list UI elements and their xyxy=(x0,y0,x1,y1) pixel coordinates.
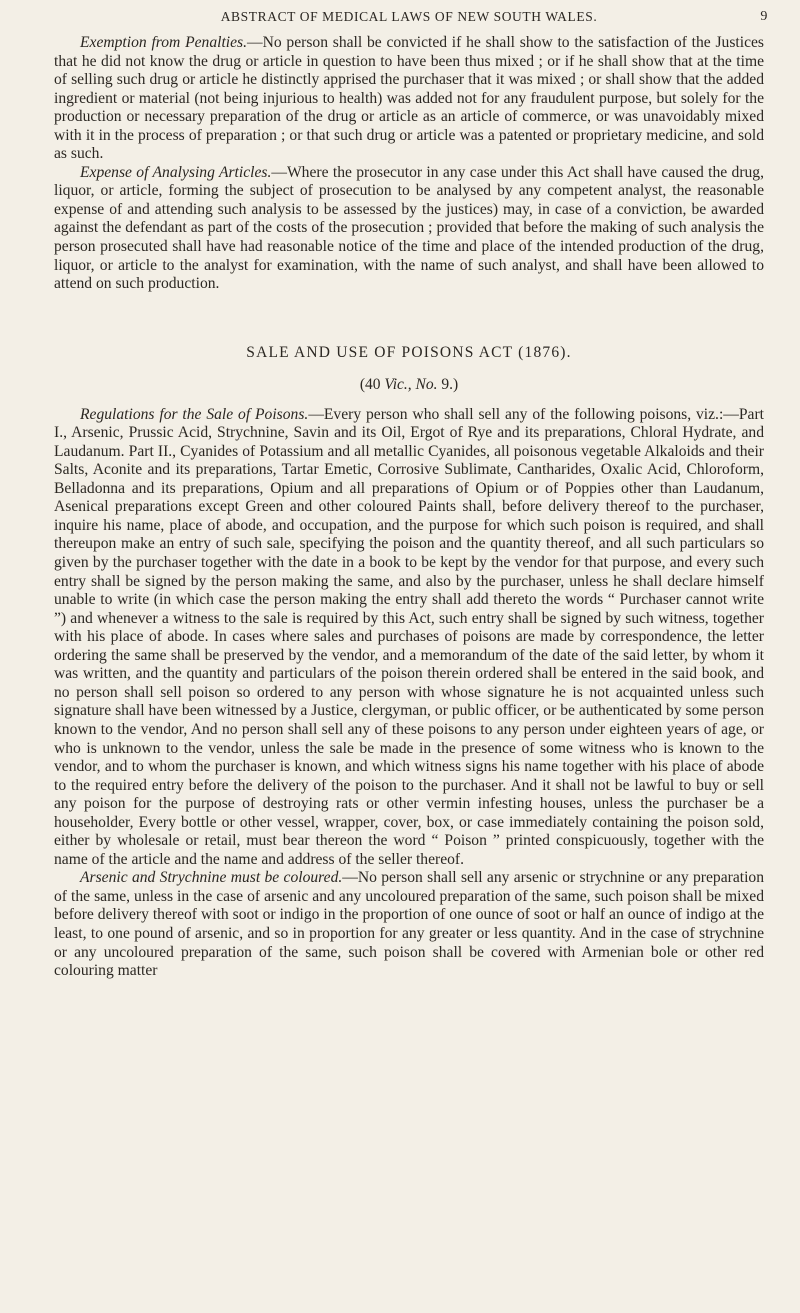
section-title: SALE AND USE OF POISONS ACT (1876). xyxy=(246,343,572,361)
document-page xyxy=(54,0,768,981)
section-ref-close: 9.) xyxy=(437,375,459,393)
paragraph-exemption-from-penalties xyxy=(54,34,764,164)
paragraph-body: —No person shall be convicted if he shall show to the satisfaction of the Justices that he did not know the drug or article in question to have been thus mixed ; or if he shall show that at the time of selling such drug or article he distinctly apprised the purchaser that it was mixed ; or shall show that the added ingredient or material (not being injurious to health) was added not for any fraudulent purpose, but solely for the production or necessary preparation of the drug or article as an article of commerce, or was unavoidably mixed with it in the process of preparation ; or that such drug or article was a patented or proprietary medicine, and sold as such. xyxy=(54,34,764,163)
paragraph-body: —Every person who shall sell any of the following poisons, viz.:—Part I., Arsenic, Prussic Acid, Strychnine, Savin and its Oil, Ergot of Rye and its preparations, Chloral Hydrate, and Laudanum. Part II., Cyanides of Potassium and all metallic Cyanides, all poisonous vegetable Alkaloids and their Salts, Aconite and its preparations, Tartar Emetic, Corrosive Sublimate, Cantharides, Oxalic Acid, Chloroform, Belladonna and its preparations, Opium and all preparations of Opium or of Poppies other than Laudanum, Asenical preparations except Green and other coloured Paints shall, before delivery thereof to the purchaser, inquire his name, place of abode, and occupation, and the purpose for which such poison is required, and shall thereupon make an entry of such sale, specifying the poison and the quantity thereof, and all such particulars so given by the purchaser together with the date in a book to be kept by the vendor for that purpose, and every such entry shall be signed by the person making the same, and also by the purchaser, unless he shall declare himself unable to write (in which case the person making the entry shall add thereto the words “ Purchaser cannot write ”) and whenever a witness to the sale is required by this Act, such entry shall be signed by such witness, together with his place of abode. In cases where sales and purchases of poisons are made by correspondence, the letter ordering the same shall be preserved by the vendor, and a memorandum of the date of the said letter, by whom it was written, and the quantity and particulars of the poison therein ordered shall be entered in the said book, and no person shall sell poison so ordered to any person with whose signature he is not acquainted unless such signature shall have been witnessed by a Justice, clergyman, or public officer, or be authenticated by some person known to the vendor, And no person shall sell any of these poisons to any person under eighteen years of age, or who is unknown to the vendor, unless the sale be made in the presence of some witness who is known to the vendor, and to whom the purchaser is known, and which witness signs his name together with his place of abode to the required entry before the delivery of the poison to the purchaser. And it shall not be lawful to buy or sell any poison for the purpose of destroying rats or other vermin infesting houses, unless the purchaser be a householder, Every bottle or other vessel, wrapper, cover, box, or case immediately containing the poison sold, either by wholesale or retail, must bear thereon the word “ Poison ” printed conspicuously, together with the name of the article and the name and address of the seller thereof. xyxy=(54,405,765,868)
page-number: 9 xyxy=(760,9,768,24)
paragraph-arsenic-strychnine-coloured xyxy=(54,869,764,980)
section-ref-open: (40 xyxy=(359,375,385,393)
paragraph-lead: Arsenic and Strychnine must be coloured. xyxy=(80,869,343,887)
paragraph-body: —No person shall sell any arsenic or strychnine or any preparation of the same, unless in the case of arsenic and any uncoloured preparation of the same, such poison shall be mixed before delivery thereof with soot or indigo in the proportion of one ounce of soot or half an ounce of indigo at the least, to one pound of arsenic, and so in proportion for any greater or less quantity. And in the case of strychnine or any uncoloured preparation of the same, such poison shall be covered with Armenian bole or other red colouring matter xyxy=(54,869,764,980)
running-title: ABSTRACT OF MEDICAL LAWS OF NEW SOUTH WALES. xyxy=(220,9,598,24)
paragraph-expense-of-analysing xyxy=(54,164,764,294)
section-reference xyxy=(54,376,764,394)
paragraph-lead: Exemption from Penalties. xyxy=(80,34,248,51)
running-header xyxy=(54,0,768,34)
section-ref-italic: Vic., No. xyxy=(384,375,438,393)
paragraph-lead: Expense of Analysing Articles. xyxy=(80,163,272,181)
paragraph-body: —Where the prosecutor in any case under this Act shall have caused the drug, liquor, or article, forming the subject of prosecution to be analysed by any competent analyst, the reasonable expense of and attending such analysis to be assessed by the justices) may, in case of a conviction, be awarded against the defendant as part of the costs of the prosecution ; provided that before the making of such analysis the person prosecuted shall have had reasonable notice of the time and place of the intended production of the drug, liquor, or article to the analyst for examination, with the name of such analyst, and shall have been allowed to attend on such production. xyxy=(54,163,765,293)
paragraph-regulations-sale-of-poisons xyxy=(54,406,764,870)
paragraph-lead: Regulations for the Sale of Poisons. xyxy=(80,405,309,423)
